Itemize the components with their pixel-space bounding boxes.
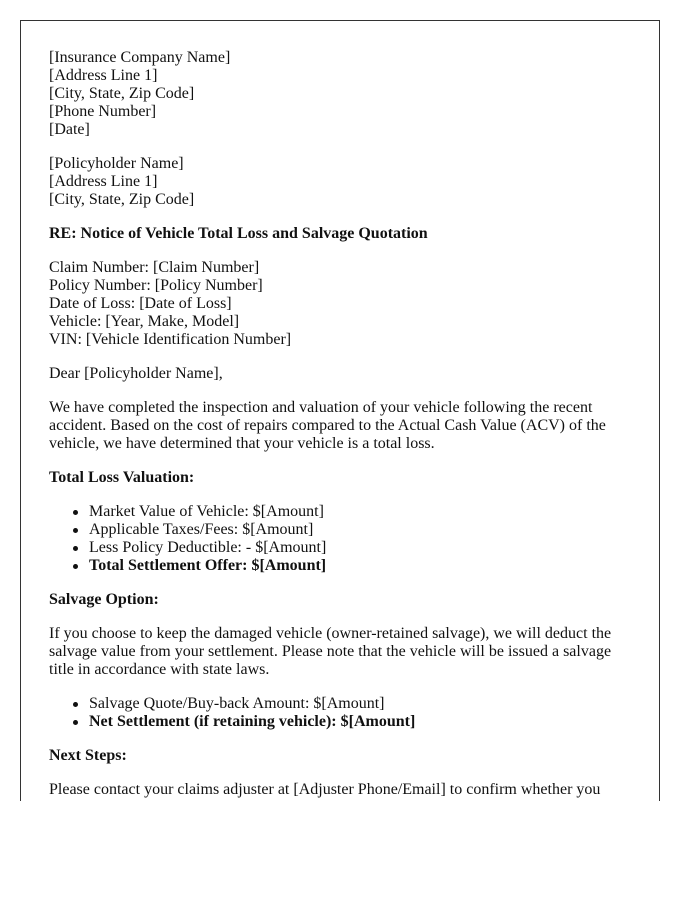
list-item-salvage-quote: Salvage Quote/Buy-back Amount: $[Amount] xyxy=(89,695,639,713)
date-of-loss: Date of Loss: [Date of Loss] xyxy=(49,295,232,312)
total-loss-valuation-heading: Total Loss Valuation: xyxy=(49,469,195,486)
sender-company-name: [Insurance Company Name] xyxy=(49,49,231,66)
letter-date: [Date] xyxy=(49,121,90,138)
sender-address-block xyxy=(49,49,639,139)
claim-info-block xyxy=(49,259,639,349)
vehicle-description: Vehicle: [Year, Make, Model] xyxy=(49,313,240,330)
list-item-total-settlement: Total Settlement Offer: $[Amount] xyxy=(89,557,639,575)
list-item-taxes-fees: Applicable Taxes/Fees: $[Amount] xyxy=(89,521,639,539)
recipient-address-line: [Address Line 1] xyxy=(49,173,158,190)
letter-page xyxy=(20,20,660,801)
total-loss-valuation-list xyxy=(49,503,639,575)
next-steps-paragraph: Please contact your claims adjuster at [Adjuster Phone/Email] to confirm whether you xyxy=(49,781,601,798)
intro-paragraph: We have completed the inspection and valuation of your vehicle following the recent accident. Based on the cost of repairs compared to the Actual Cash Value (ACV) of the vehicle, we have determined that your vehicle is a total loss. xyxy=(49,399,606,452)
sender-address-line: [Address Line 1] xyxy=(49,67,158,84)
recipient-name: [Policyholder Name] xyxy=(49,155,184,172)
salutation: Dear [Policyholder Name], xyxy=(49,365,223,382)
policy-number: Policy Number: [Policy Number] xyxy=(49,277,263,294)
vehicle-vin: VIN: [Vehicle Identification Number] xyxy=(49,331,292,348)
salvage-option-paragraph: If you choose to keep the damaged vehicle (owner-retained salvage), we will deduct the salvage value from your settlement. Please note that the vehicle will be issued a salvage title in accordance with state laws. xyxy=(49,625,612,678)
letter-content xyxy=(49,49,639,801)
recipient-address-block xyxy=(49,155,639,209)
salvage-option-heading: Salvage Option: xyxy=(49,591,159,608)
salvage-option-list xyxy=(49,695,639,731)
list-item-net-settlement: Net Settlement (if retaining vehicle): $[Amount] xyxy=(89,713,639,731)
claim-number: Claim Number: [Claim Number] xyxy=(49,259,260,276)
sender-phone: [Phone Number] xyxy=(49,103,157,120)
subject-line: RE: Notice of Vehicle Total Loss and Salvage Quotation xyxy=(49,225,428,242)
sender-city-state-zip: [City, State, Zip Code] xyxy=(49,85,195,102)
list-item-market-value: Market Value of Vehicle: $[Amount] xyxy=(89,503,639,521)
list-item-deductible: Less Policy Deductible: - $[Amount] xyxy=(89,539,639,557)
recipient-city-state-zip: [City, State, Zip Code] xyxy=(49,191,195,208)
next-steps-heading: Next Steps: xyxy=(49,747,127,764)
